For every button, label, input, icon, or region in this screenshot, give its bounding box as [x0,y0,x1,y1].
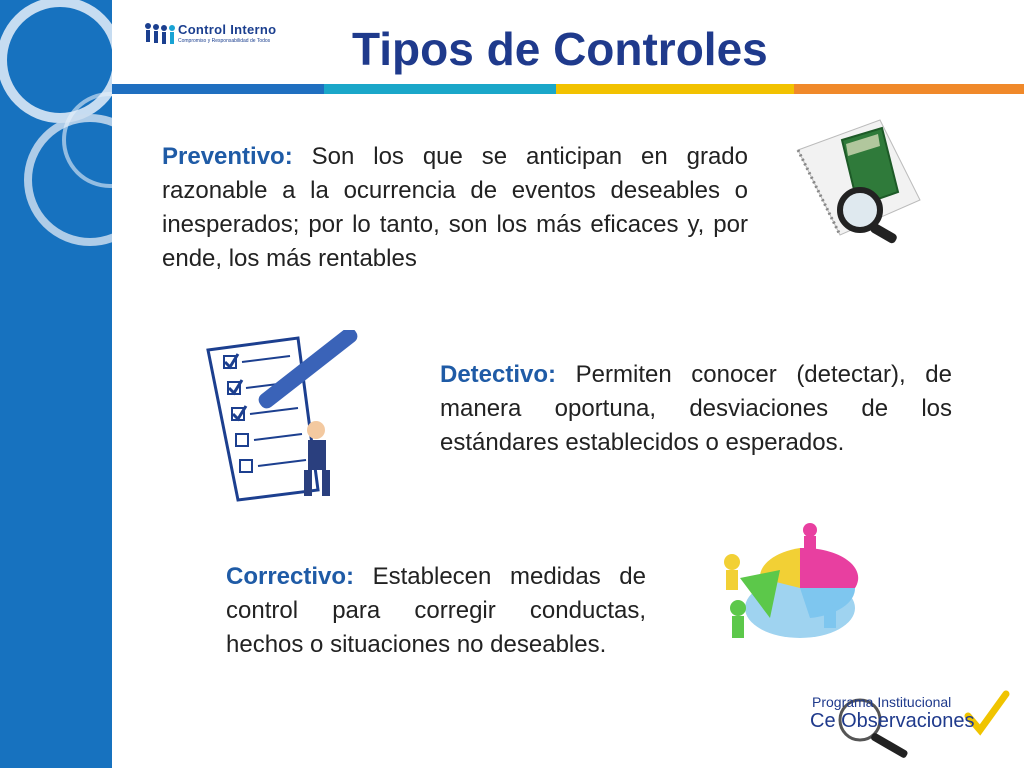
book-magnifier-icon [780,110,930,250]
decorative-rings-icon [0,0,112,768]
logo-text: Control Interno [178,22,277,37]
correctivo-description: Establecen medidas de control para corregir conductas, hechos o situaciones no deseables. [226,563,646,658]
title-bar-segment-3 [556,84,794,94]
title-bar-segment-4 [794,84,1024,94]
preventivo-term: Preventivo: [162,143,293,170]
puzzle-pie-icon [700,518,870,668]
preventivo-description: Son los que se anticipan en grado razonable a la ocurrencia de eventos deseables o inesperados; por lo tanto, son los más eficaces y, por ende, los más rentables [162,143,748,272]
logo-subtext: Compromiso y Responsabilidad de Todos [178,38,271,44]
page-title: Tipos de Controles [352,23,768,75]
preventivo-text [162,140,748,276]
program-logo-line2: Ce Observaciones [810,710,975,732]
program-logo-line1: Programa Institucional [812,694,952,710]
correctivo-text [226,560,646,662]
detectivo-term: Detectivo: [440,361,557,388]
title-bar-segment-1 [112,84,324,94]
detectivo-description: Permiten conocer (detectar), de manera oportuna, desviaciones de los estándares establecidos o esperados. [440,361,952,456]
detectivo-text [440,358,952,460]
sidebar-decoration [0,0,112,768]
title-bar-segment-2 [324,84,556,94]
correctivo-term: Correctivo: [226,563,355,590]
checklist-pen-icon [198,330,373,505]
